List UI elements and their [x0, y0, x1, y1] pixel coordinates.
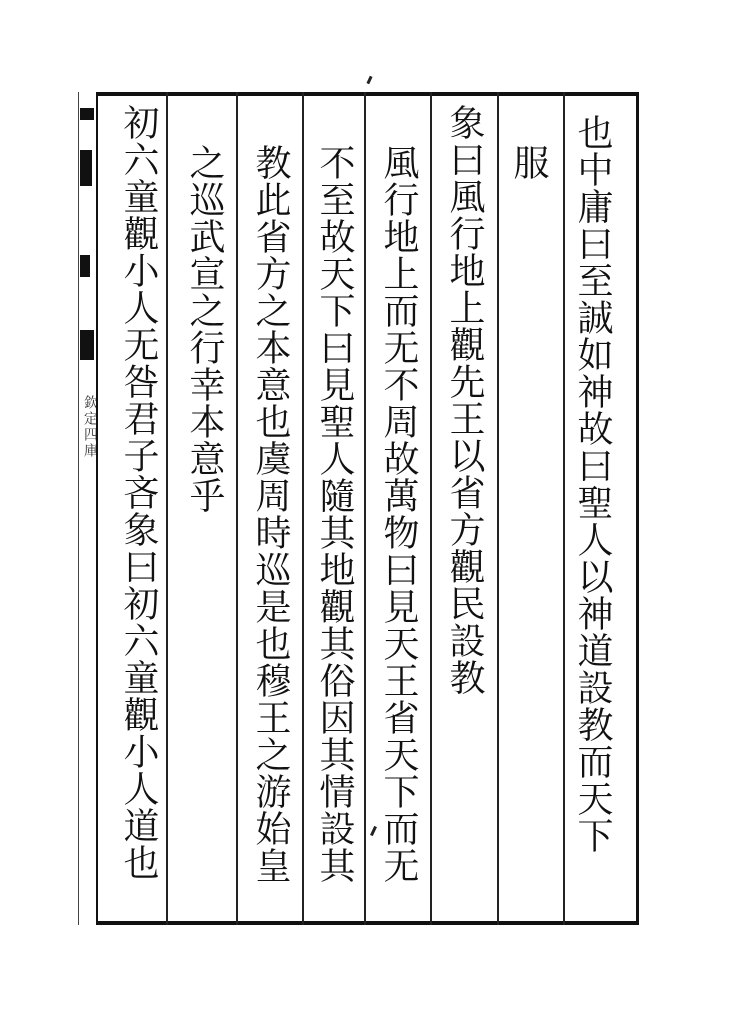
margin-ornament [80, 108, 94, 120]
column-rule [302, 92, 304, 925]
text-column-4: 風行地上而无不周故萬物曰見天王省天下而无 [378, 144, 419, 884]
margin-ornament [80, 255, 90, 277]
column-rule [166, 92, 168, 925]
text-column-7: 之巡武宣之行幸本意乎 [184, 144, 225, 514]
text-column-3: 象曰風行地上觀先王以省方觀民設教 [444, 104, 485, 696]
text-column-5: 不至故天下曰見聖人隨其地觀其俗因其情設其 [314, 144, 355, 884]
text-column-6: 教此省方之本意也虞周時巡是也穆王之游始皇 [250, 144, 291, 884]
column-rule [236, 92, 238, 925]
text-column-1: 也中庸曰至誠如神故曰聖人以神道設教而天下 [572, 114, 613, 854]
text-column-2: 服 [508, 144, 549, 181]
text-column-8: 初六童觀小人无咎君子吝象曰初六童觀小人道也 [118, 104, 159, 881]
column-rule [364, 92, 366, 925]
column-rule [497, 92, 499, 925]
text-frame [96, 92, 639, 925]
margin-ornament [80, 150, 92, 186]
fore-edge-margin [78, 92, 97, 925]
column-rule [563, 92, 565, 925]
margin-title: 欽定四庫 [82, 395, 98, 459]
column-rule [430, 92, 432, 925]
ink-mark [366, 76, 372, 85]
margin-ornament [80, 330, 94, 360]
